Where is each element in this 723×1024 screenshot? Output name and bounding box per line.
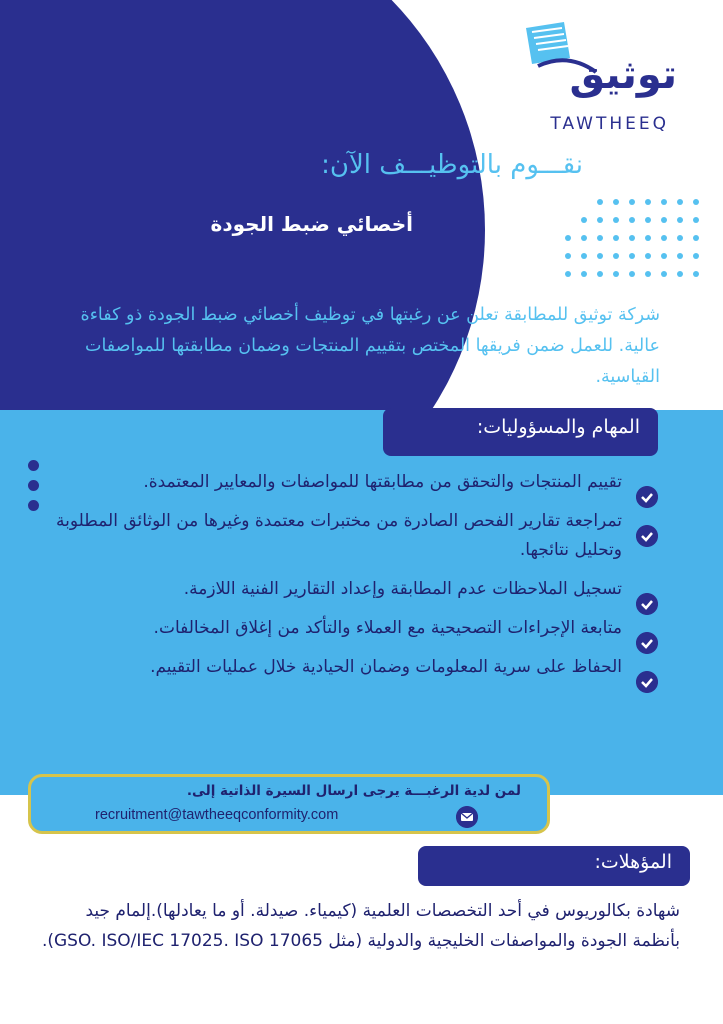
logo-latin: TAWTHEEQ [550,114,669,134]
task-text: تسجيل الملاحظات عدم المطابقة وإعداد التقارير الفنية اللازمة. [183,579,622,599]
contact-email-link[interactable]: recruitment@tawtheeqconformity.com [95,807,339,823]
contact-box [28,774,550,834]
check-circle-icon [636,632,658,654]
task-item [30,575,670,604]
tasks-list [30,468,670,692]
task-item [30,468,670,497]
hiring-headline: نقـــوم بالتوظيـــف الآن: [321,150,583,180]
task-text: تمراجعة تقارير الفحص الصادرة من مختبرات معتمدة وغيرها من الوثائق المطلوبة وتحليل نتائجها. [56,511,622,560]
task-text: متابعة الإجراءات التصحيحية مع العملاء والتأكد من إغلاق المخالفات. [153,618,622,638]
check-circle-icon [636,671,658,693]
check-circle-icon [636,525,658,547]
logo-arabic: توثيق [569,52,677,98]
task-text: الحفاظ على سرية المعلومات وضمان الحيادية خلال عمليات التقييم. [150,657,622,677]
intro-paragraph: شركة توثيق للمطابقة تعلن عن رغبتها في توظيف أخصائي ضبط الجودة ذو كفاءة عالية. للعمل ضمن فريقها المختص بتقييم المنتجات وضمان مطابقتها للمواصفات القياسية. [80,305,660,387]
tasks-section-title: المهام والمسؤوليات: [383,408,658,456]
task-item [30,653,670,682]
decorative-dot-grid [560,196,710,286]
job-title: أخصائي ضبط الجودة [210,212,413,236]
qualifications-text: شهادة بكالوريوس في أحد التخصصات العلمية (كيمياء. صيدلة. أو ما يعادلها).إلمام جيد بأنظمة الجودة والمواصفات الخليجية والدولية (مثل GSO. ISO/IEC 17025. ISO 17065). [41,901,680,951]
check-circle-icon [636,593,658,615]
contact-call-to-action: لمن لدية الرغبـــة يرجى ارسال السيرة الذاتية إلى. [186,783,521,799]
qualifications-section-title: المؤهلات: [418,846,690,886]
task-item [30,507,670,565]
task-text: تقييم المنتجات والتحقق من مطابقتها للمواصفات والمعايير المعتمدة. [143,472,622,492]
check-circle-icon [636,486,658,508]
task-item [30,614,670,643]
mail-icon [456,806,478,828]
